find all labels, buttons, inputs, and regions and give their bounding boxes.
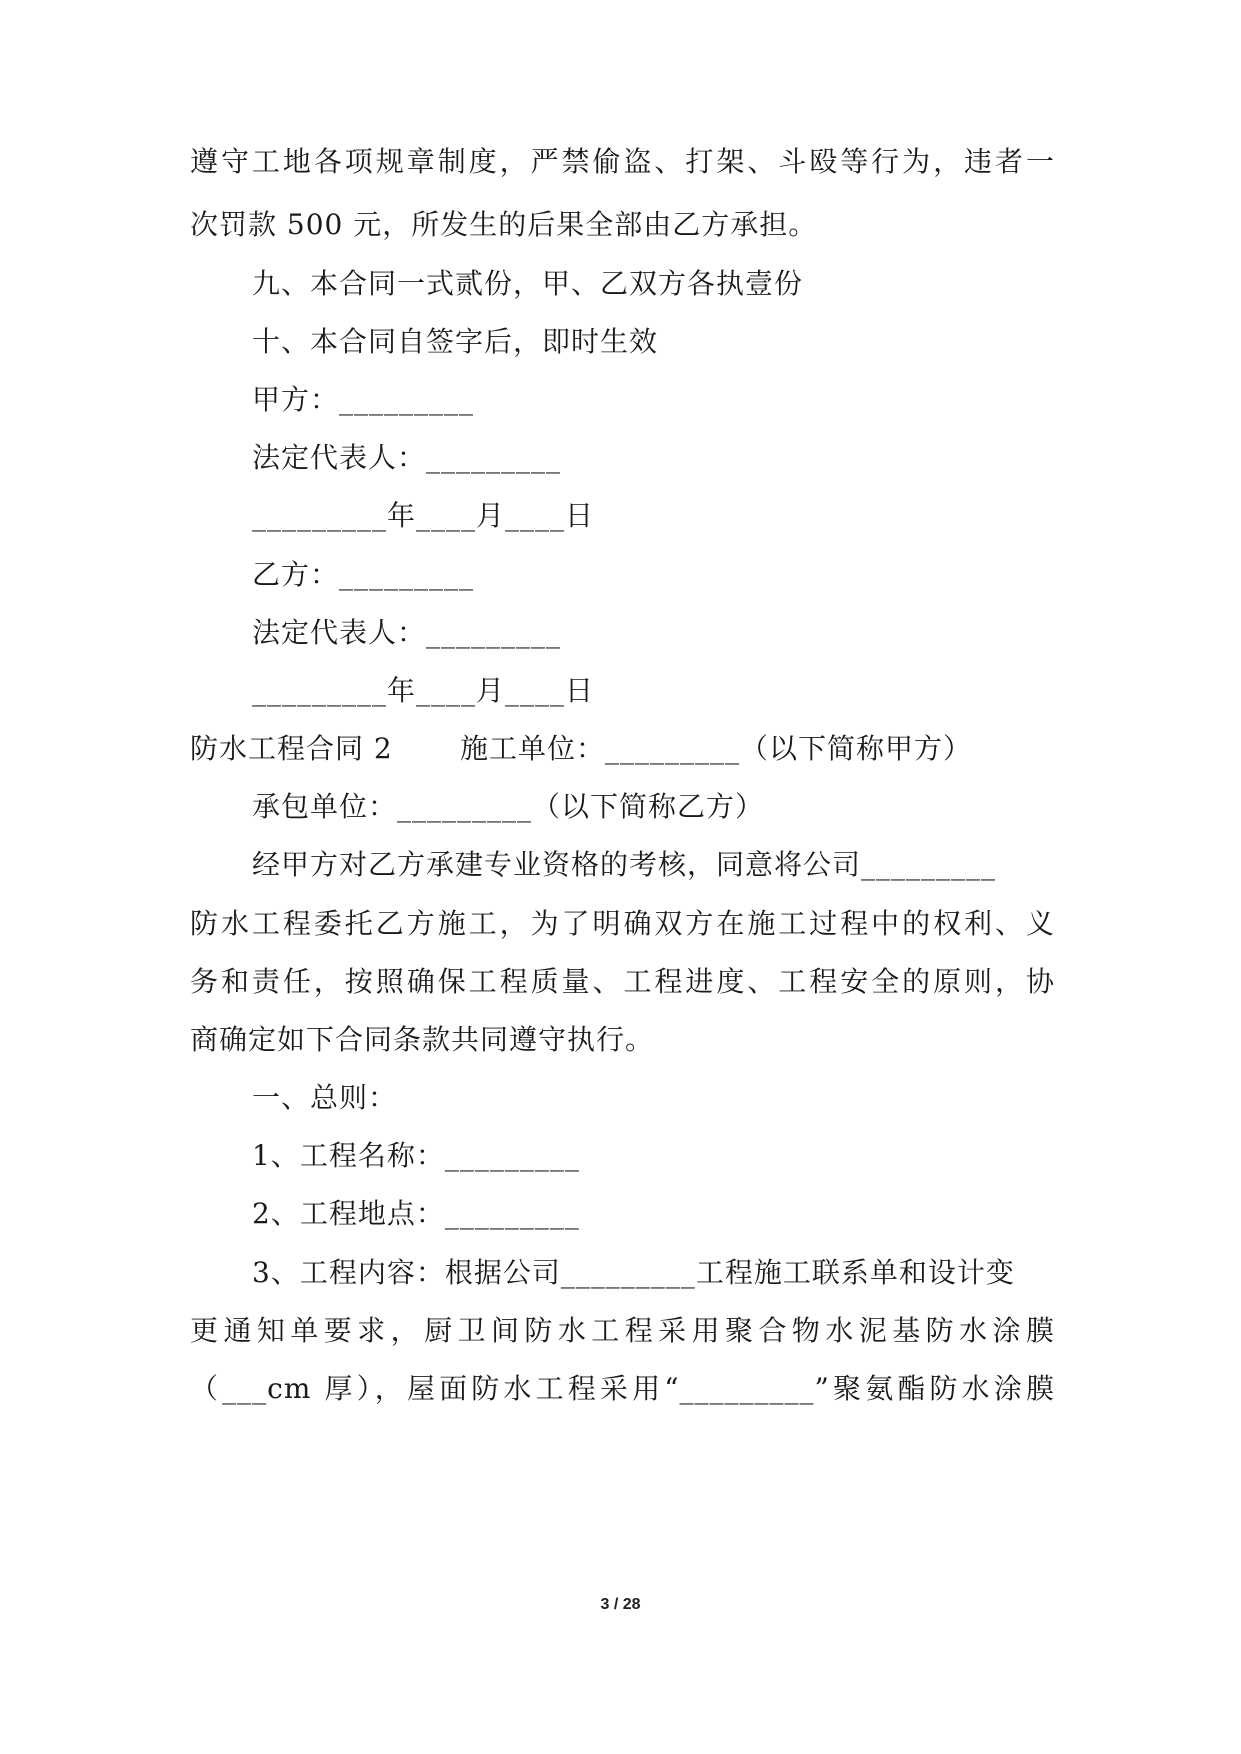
project-location-line: 2、工程地点：_________ xyxy=(252,1197,580,1230)
project-name-line: 1、工程名称：_________ xyxy=(252,1139,580,1172)
clause-ten: 十、本合同自签字后，即时生效 xyxy=(252,325,659,358)
body-line: 经甲方对乙方承建专业资格的考核，同意将公司_________ xyxy=(252,848,997,881)
construction-unit: 施工单位：_________（以下简称甲方） xyxy=(460,732,973,765)
body-line: 商确定如下合同条款共同遵守执行。 xyxy=(190,1023,655,1056)
body-line: 务和责任，按照确保工程质量、工程进度、工程安全的原则，协 xyxy=(190,965,1055,998)
date-b-line: _________年____月____日 xyxy=(252,674,595,707)
body-line: 防水工程委托乙方施工，为了明确双方在施工过程中的权利、义 xyxy=(190,907,1055,940)
body-line: （___cm 厚），屋面防水工程采用“_________”聚氨酯防水涂膜 xyxy=(190,1372,1055,1405)
party-b-line: 乙方：_________ xyxy=(252,558,475,591)
section-heading: 一、总则： xyxy=(252,1081,398,1114)
body-line: 更通知单要求，厨卫间防水工程采用聚合物水泥基防水涂膜 xyxy=(190,1314,1055,1347)
body-line: 次罚款 500 元，所发生的后果全部由乙方承担。 xyxy=(190,208,818,241)
legal-rep-b-line: 法定代表人：_________ xyxy=(252,616,562,649)
body-line: 遵守工地各项规章制度，严禁偷盗、打架、斗殴等行为，违者一 xyxy=(190,145,1055,178)
legal-rep-a-line: 法定代表人：_________ xyxy=(252,441,562,474)
contract-title: 防水工程合同 2 xyxy=(190,732,393,765)
contract-title-line xyxy=(190,727,1055,771)
party-a-line: 甲方：_________ xyxy=(252,383,475,416)
page-number: 3 / 28 xyxy=(600,1596,641,1613)
date-a-line: _________年____月____日 xyxy=(252,499,595,532)
project-content-line: 3、工程内容：根据公司_________工程施工联系单和设计变 xyxy=(252,1256,1015,1289)
clause-nine: 九、本合同一式贰份，甲、乙双方各执壹份 xyxy=(252,267,804,300)
contractor-line: 承包单位：_________（以下简称乙方） xyxy=(252,790,765,823)
